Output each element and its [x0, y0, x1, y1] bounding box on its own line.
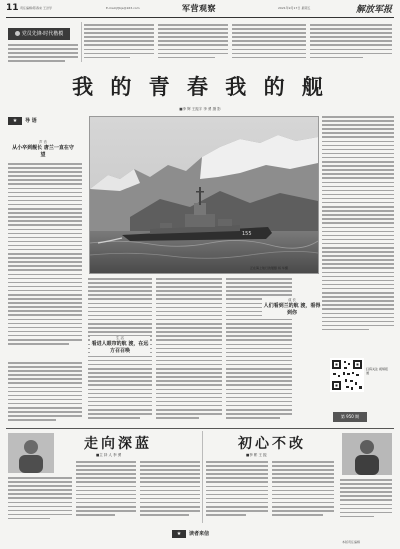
- pull-quote-2: 生 活 看进人眼帘的航 渡，在远方召召唤: [91, 336, 149, 354]
- top-text-column-1: [8, 44, 78, 66]
- email-meta: E-mail:jfjbjs@163.com: [106, 6, 140, 10]
- pull-quote-3: 成 长 人们看到兰的航 渡，看得到你: [263, 298, 321, 316]
- bottom-feature-band: [6, 428, 394, 527]
- photo-caption: 正在海上航行的舰艇 杨 华摄: [250, 266, 288, 270]
- portrait-right: [342, 433, 392, 475]
- article-title: 我 的 青 春 我 的 舰: [72, 74, 328, 99]
- right-feature-title: 初心不改: [238, 436, 306, 452]
- issue-tag: 第 950 期: [333, 412, 367, 422]
- editor-meta: 责任编辑/陈春来 王洪学: [20, 6, 52, 10]
- portrait-left: [8, 433, 54, 473]
- star-icon: ★: [172, 530, 186, 538]
- left-body-column-lower: [8, 362, 82, 424]
- svg-text:155: 155: [242, 231, 252, 237]
- sidebar: [8, 117, 72, 125]
- top-text-column-3: [158, 24, 228, 64]
- qr-code[interactable]: [330, 358, 364, 392]
- bullet-icon: [15, 31, 20, 36]
- right-feature-byline: ■李 彬 王 振: [246, 453, 267, 457]
- qr-label: 扫码关注 视频报道: [366, 367, 388, 375]
- bottom-left-text-1: [8, 477, 72, 523]
- bottom-right-text-2: [272, 461, 334, 521]
- sidebar-header: ★ 导 语: [8, 117, 72, 125]
- issue-date: 2021年9月17日 星期五: [278, 6, 311, 10]
- top-text-column-5: [310, 24, 392, 64]
- right-body-column: [322, 116, 394, 336]
- warship-photo: [89, 116, 319, 274]
- bottom-right-text-3: [340, 479, 392, 521]
- bottom-left-text-3: [140, 461, 200, 521]
- warship-image: [90, 117, 318, 273]
- pull-quote-1: 声 音 从小卒到舰长 唐兰一直在守望: [12, 140, 74, 158]
- middle-column-2: [156, 278, 222, 424]
- article-byline: ■李 辉 王振宇 李 勇 摄 影: [179, 107, 221, 111]
- top-text-column-4: [232, 24, 306, 64]
- star-icon: ★: [8, 117, 22, 125]
- column-tag: 党员先锋·时代楷模: [8, 28, 70, 40]
- page-number: 11: [6, 3, 19, 13]
- qr-code-icon: [330, 358, 364, 392]
- top-text-column-2: [84, 24, 154, 64]
- left-feature-byline: ■主 持 人 李 勇: [96, 453, 122, 457]
- masthead: [6, 3, 394, 18]
- paper-name: 解放军报: [355, 5, 392, 15]
- footer-section-tag: ★ 读者来信: [172, 530, 209, 538]
- bottom-left-text-2: [76, 461, 136, 521]
- section-name: 军营观察: [182, 4, 216, 13]
- bottom-right-text-1: [206, 461, 268, 521]
- footer-note: 本版责任编辑: [342, 540, 361, 544]
- left-body-column: [8, 163, 82, 359]
- left-feature-title: 走向深蓝: [84, 436, 152, 452]
